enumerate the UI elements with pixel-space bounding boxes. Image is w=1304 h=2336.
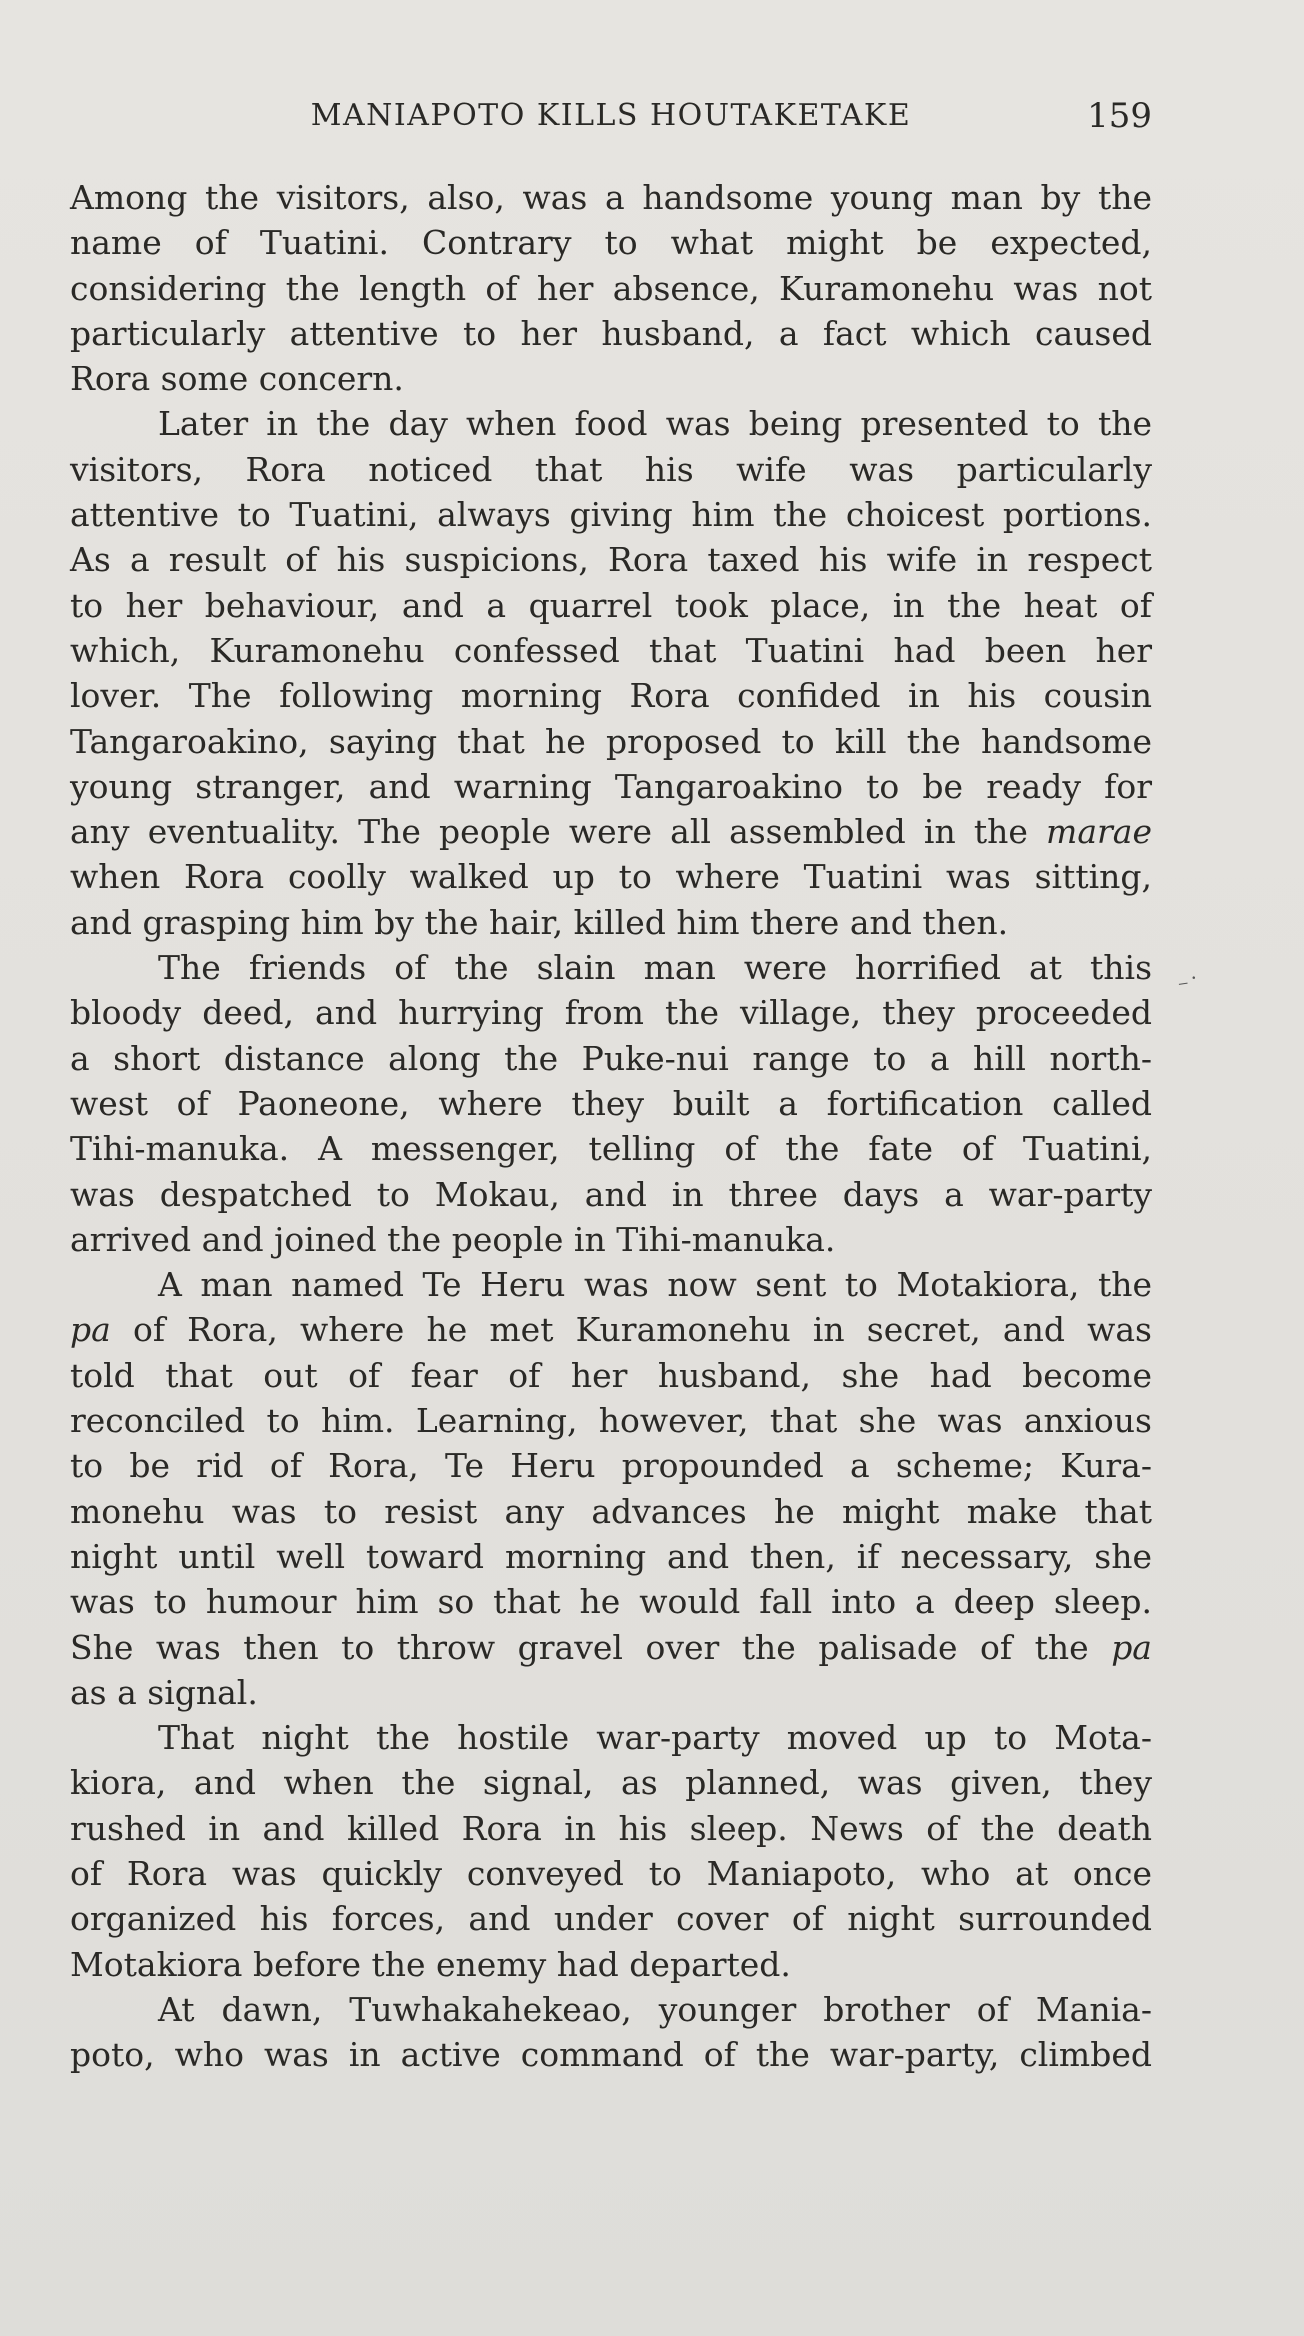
text-line: Motakiora before the enemy had departed. <box>70 1944 791 1984</box>
margin-mark: ⁻˙ <box>1176 973 1203 1002</box>
text-line: of Rora was quickly conveyed to Maniapoto, who at once <box>70 1853 1152 1893</box>
text-line: attentive to Tuatini, always giving him the choicest portions. <box>70 495 1152 535</box>
running-head <box>70 96 1152 136</box>
text-line: a short distance along the Puke-nui range to a hill north- <box>70 1038 1152 1078</box>
text-line: She was then to throw gravel over the palisade of the pa <box>70 1627 1152 1667</box>
text-line: Tihi-manuka. A messenger, telling of the fate of Tuatini, <box>70 1129 1152 1169</box>
text-line: when Rora coolly walked up to where Tuatini was sitting, <box>70 857 1152 897</box>
paragraph-first-line: The friends of the slain man were horrified at this <box>158 948 1152 988</box>
text-line: organized his forces, and under cover of night surrounded <box>70 1899 1152 1939</box>
text-line: arrived and joined the people in Tihi-manuka. <box>70 1219 836 1259</box>
text-line: to her behaviour, and a quarrel took place, in the heat of <box>70 585 1152 625</box>
text-line: Tangaroakino, saying that he proposed to kill the handsome <box>70 721 1152 761</box>
text-line: considering the length of her absence, Kuramonehu was not <box>70 268 1152 308</box>
text-line: told that out of fear of her husband, she had become <box>70 1355 1152 1395</box>
paragraph-first-line: That night the hostile war-party moved up to Mota- <box>158 1718 1152 1758</box>
text-line: was to humour him so that he would fall into a deep sleep. <box>70 1582 1152 1622</box>
body-text <box>70 175 1152 2077</box>
text-line: rushed in and killed Rora in his sleep. News of the death <box>70 1808 1152 1848</box>
text-line: kiora, and when the signal, as planned, was given, they <box>70 1763 1152 1803</box>
text-line: reconciled to him. Learning, however, that she was anxious <box>70 1401 1152 1441</box>
text-line: visitors, Rora noticed that his wife was particularly <box>70 449 1152 489</box>
text-line: name of Tuatini. Contrary to what might be expected, <box>70 223 1152 263</box>
text-line: as a signal. <box>70 1672 258 1712</box>
paragraph-first-line: At dawn, Tuwhakahekeao, younger brother of Mania- <box>158 1989 1152 2029</box>
text-line: bloody deed, and hurrying from the village, they proceeded <box>70 993 1152 1033</box>
text-line: which, Kuramonehu confessed that Tuatini had been her <box>70 630 1152 670</box>
text-line: was despatched to Mokau, and in three days a war-party <box>70 1174 1152 1214</box>
text-line: Among the visitors, also, was a handsome young man by the <box>70 178 1152 217</box>
text-line: monehu was to resist any advances he might make that <box>70 1491 1152 1531</box>
text-line: lover. The following morning Rora confided in his cousin <box>70 676 1152 716</box>
text-line: night until well toward morning and then, if necessary, she <box>70 1536 1152 1576</box>
text-line: pa of Rora, where he met Kuramonehu in secret, and was <box>70 1310 1152 1350</box>
paragraph-first-line: Later in the day when food was being presented to the <box>158 404 1152 444</box>
text-line: Rora some concern. <box>70 359 404 399</box>
text-line: to be rid of Rora, Te Heru propounded a scheme; Kura- <box>70 1446 1152 1486</box>
page-number: 159 <box>1087 96 1152 136</box>
text-line: As a result of his suspicions, Rora taxed his wife in respect <box>70 540 1152 580</box>
text-line: young stranger, and warning Tangaroakino to be ready for <box>70 766 1152 806</box>
text-line: and grasping him by the hair, killed him there and then. <box>70 902 1009 942</box>
text-line: west of Paoneone, where they built a fortification called <box>70 1083 1152 1123</box>
paragraph-first-line: A man named Te Heru was now sent to Motakiora, the <box>158 1265 1152 1305</box>
running-title: MANIAPOTO KILLS HOUTAKETAKE <box>310 98 912 133</box>
text-line: particularly attentive to her husband, a fact which caused <box>70 313 1152 353</box>
text-line: poto, who was in active command of the war-party, climbed <box>70 2035 1152 2075</box>
text-line: any eventuality. The people were all assembled in the marae <box>70 812 1152 852</box>
